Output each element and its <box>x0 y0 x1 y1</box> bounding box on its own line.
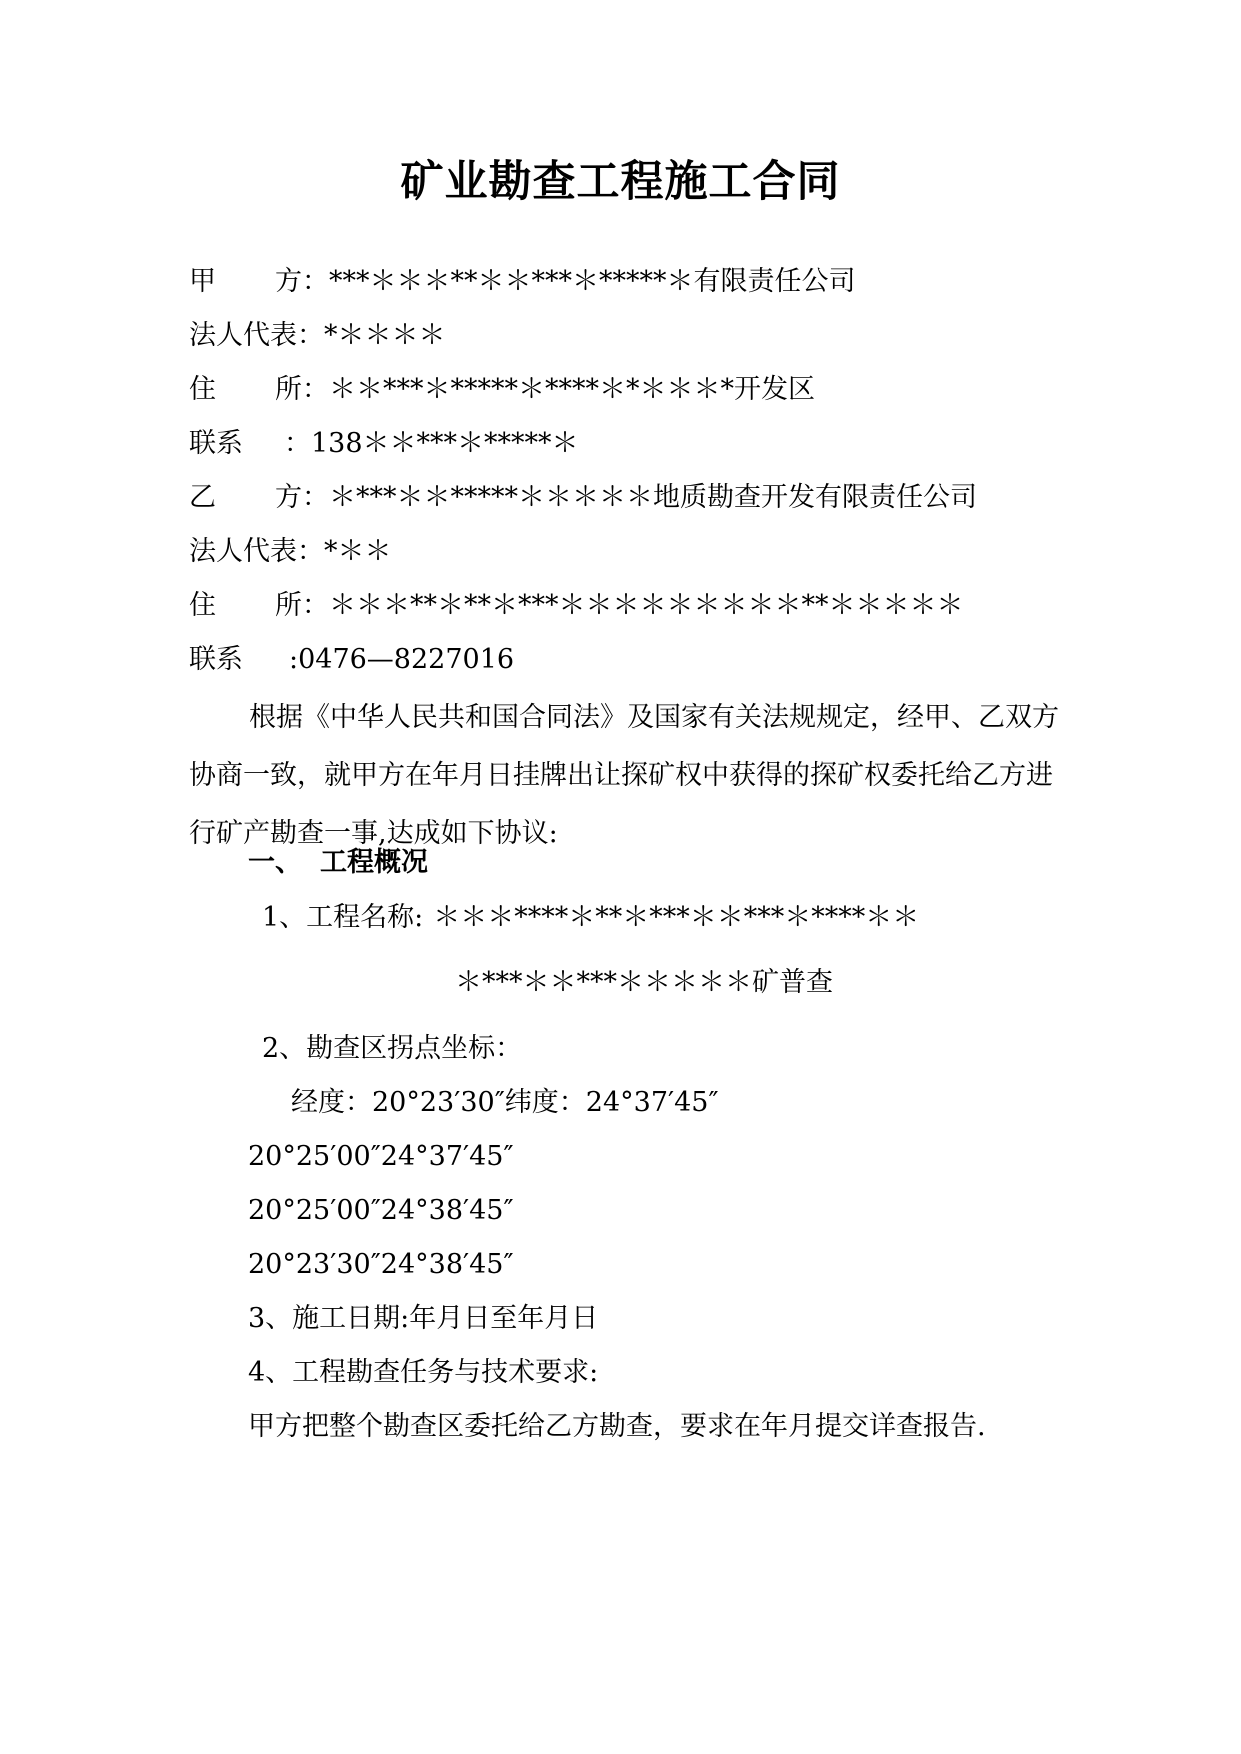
party-a-address-label: 住 <box>189 374 216 405</box>
item-3: 3、施工日期:年月日至年月日 <box>248 1303 599 1334</box>
party-b-address-label-suffix: 所： <box>275 590 329 621</box>
party-b-contact-label: 联系 <box>189 644 243 675</box>
party-b-address-value: ＊＊＊**＊**＊***＊＊＊＊＊＊＊＊＊**＊＊＊＊＊ <box>329 590 964 621</box>
party-a-label: 甲 <box>189 266 216 297</box>
item-4-body: 甲方把整个勘查区委托给乙方勘查，要求在年月提交详查报告. <box>248 1411 986 1442</box>
party-b-address-label: 住 <box>189 590 216 621</box>
party-b-contact-value: :0476—8227016 <box>289 644 515 675</box>
party-b-rep-label: 法人代表： <box>189 536 324 567</box>
item-1-value: ＊＊＊****＊**＊***＊＊***＊****＊＊ <box>433 902 920 933</box>
party-a-rep-value: *＊＊＊＊ <box>324 320 446 351</box>
party-b-address-line <box>189 586 964 626</box>
coordinate-row: 经度：20°23′30″纬度：24°37′45″ <box>291 1087 719 1118</box>
party-a-contact-label: 联系 <box>189 428 243 459</box>
coordinate-row: 20°25′00″24°38′45″ <box>248 1195 514 1226</box>
item-1-line <box>262 898 919 938</box>
coordinate-row: 20°23′30″24°38′45″ <box>248 1249 514 1280</box>
coordinate-row: 20°25′00″24°37′45″ <box>248 1141 514 1172</box>
item-1-label: 1、工程名称: <box>262 902 424 933</box>
party-a-name: ***＊＊＊**＊＊***＊*****＊有限责任公司 <box>329 266 856 297</box>
section-1-heading <box>248 843 428 883</box>
party-a-rep-label: 法人代表： <box>189 320 324 351</box>
party-b-name: ＊***＊＊*****＊＊＊＊＊地质勘查开发有限责任公司 <box>329 482 977 513</box>
section-1-title: 工程概况 <box>320 847 428 878</box>
party-b-rep-line <box>189 532 392 572</box>
document-title: 矿业勘查工程施工合同 <box>400 157 841 207</box>
party-b-rep-value: *＊＊ <box>324 536 392 567</box>
party-a-label-suffix: 方： <box>275 266 329 297</box>
party-a-address-label-suffix: 所： <box>275 374 329 405</box>
intro-paragraph: 根据《中华人民共和国合同法》及国家有关法规规定，经甲、乙双方协商一致，就甲方在年月日挂牌出让探矿权中获得的探矿权委托给乙方进行矿产勘查一事,达成如下协议: <box>189 702 1059 849</box>
item-2-label: 2、勘查区拐点坐标： <box>262 1033 523 1064</box>
party-b-label: 乙 <box>189 482 216 513</box>
party-b-contact-line <box>189 640 514 680</box>
party-a-line <box>189 262 856 302</box>
section-1-number: 一、 <box>248 847 302 878</box>
item-1-value-continuation: ＊***＊＊***＊＊＊＊＊矿普查 <box>455 967 833 998</box>
party-b-label-suffix: 方： <box>275 482 329 513</box>
party-a-address-line <box>189 370 815 410</box>
party-a-contact-value: ：138＊＊***＊*****＊ <box>284 428 579 459</box>
party-a-rep-line <box>189 316 446 356</box>
party-a-address-value: ＊＊***＊*****＊****＊*＊＊＊*开发区 <box>329 374 815 405</box>
item-4-label: 4、工程勘查任务与技术要求: <box>248 1357 599 1388</box>
party-a-contact-line <box>189 424 579 464</box>
party-b-line <box>189 478 977 518</box>
